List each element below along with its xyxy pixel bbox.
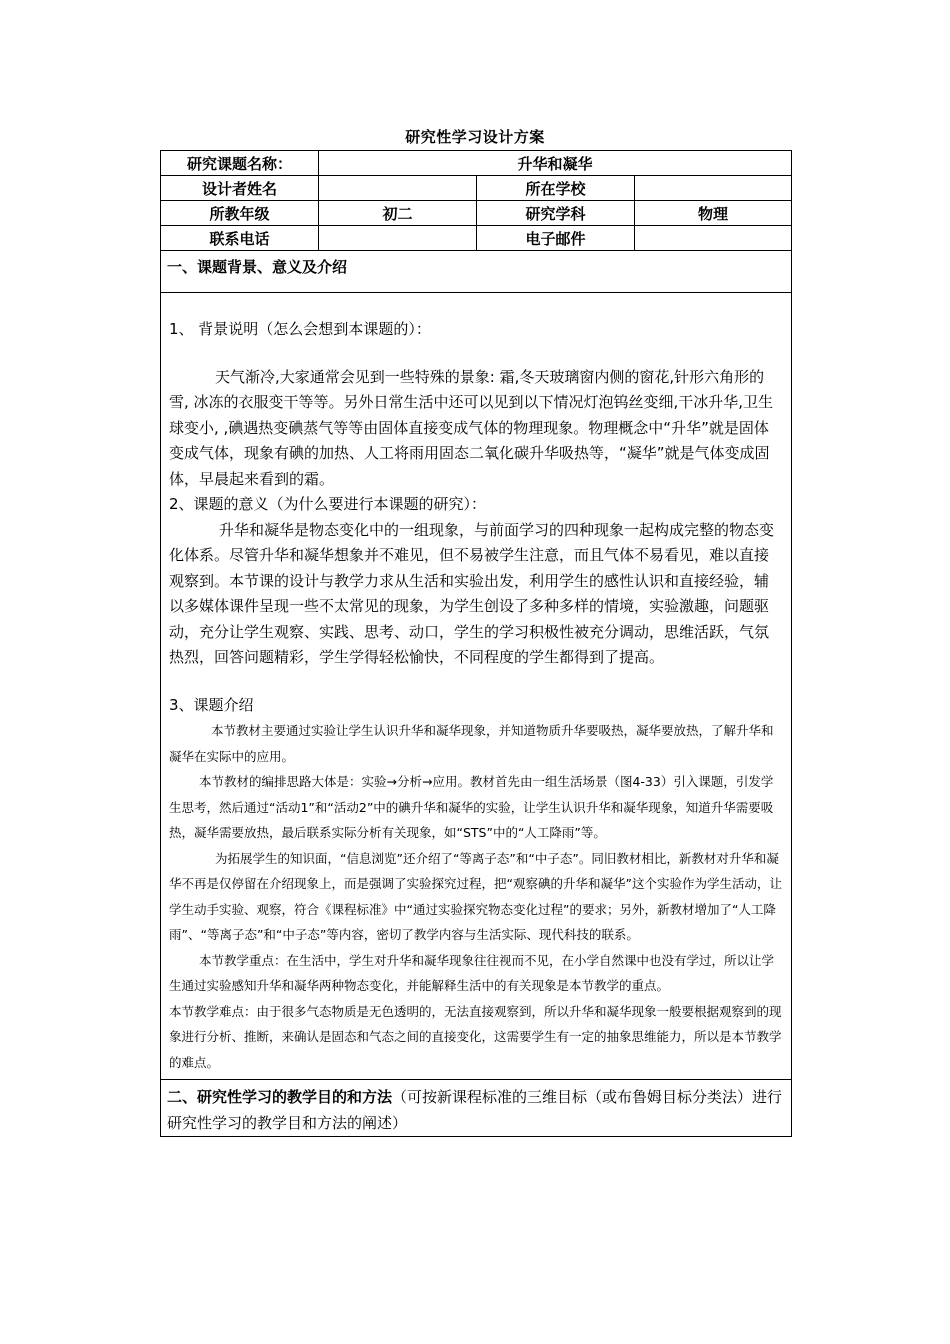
meaning-text: 升华和凝华是物态变化中的一组现象，与前面学习的四种现象一起构成完整的物态变化体系。尽管升华和凝华想象并不难见，但不易被学生注意，而且气体不易看见，难以直接观察到。本节课的设计与教学力求从生活和实验出发，利用学生的感性认识和直接经验，辅以多媒体课件呈现一些不太常见的现象，为学生创设了多种多样的情境，实验激趣，问题驱动，充分让学生观察、实践、思考、动口，学生的学习积极性被充分调动，思维活跃，气氛热烈，回答问题精彩，学生学得轻松愉快，不同程度的学生都得到了提高。 [169,520,775,666]
topic-row [161,151,792,176]
designer-label: 设计者姓名 [161,176,319,201]
section2-heading-row [161,1080,792,1137]
intro-heading: 3、课题介绍 [169,695,254,714]
section1-heading-row [161,251,792,293]
intro-paragraph-3: 为拓展学生的知识面，“信息浏览”还介绍了“等离子态”和“中子态”。同旧教材相比，新教材对升华和凝华不再是仅停留在介绍现象上，而是强调了实验探究过程，把“观察碘的升华和凝华”这个实验作为学生活动，让学生动手实验、观察，符合《课程标准》中“通过实验探究物态变化过程”的要求；另外，新教材增加了“人工降雨”、“等离子态”和“中子态”等内容，密切了教学内容与生活实际、现代科技的联系。 [169,850,782,942]
designer-row [161,176,792,201]
intro-paragraph-1: 本节教材主要通过实验让学生认识升华和凝华现象，并知道物质升华要吸热，凝华要放热，了解升华和凝华在实际中的应用。 [169,723,774,764]
phone-value[interactable] [319,226,477,251]
email-label: 电子邮件 [477,226,635,251]
intro-paragraph-4: 本节教学重点：在生活中，学生对升华和凝华现象往往视而不见，在小学自然课中也没有学过，所以让学生通过实验感知升华和凝华两种物态变化，并能解释生活中的有关现象是本节教学的重点。 [169,952,775,993]
background-heading: 1、 背景说明（怎么会想到本课题的）： [169,320,431,338]
intro-paragraph-2: 本节教材的编排思路大体是：实验→分析→应用。教材首先由一组生活场景（图4-33）引入课题，引发学生思考，然后通过“活动1”和“活动2”中的碘升华和凝华的实验，让学生认识升华和凝华现象，知道升华需要吸热，凝华需要放热，最后联系实际分析有关现象，如“STS”中的“人工降雨”等。 [169,774,774,840]
school-value[interactable] [635,176,792,201]
topic-value[interactable]: 升华和凝华 [319,151,792,176]
section2-heading-note: （可按新课程标准的三维目标（或布鲁姆目标分类法）进行研究性学习的教学目和方法的阐述） [167,1088,783,1132]
section1-body [161,293,792,1080]
section1-heading: 一、课题背景、意义及介绍 [161,251,792,293]
subject-label: 研究学科 [477,201,635,226]
section2-heading [161,1080,792,1137]
phone-label: 联系电话 [161,226,319,251]
grade-value[interactable]: 初二 [319,201,477,226]
design-form-table [160,150,792,1137]
email-value[interactable] [635,226,792,251]
intro-paragraph-5: 本节教学难点：由于很多气态物质是无色透明的，无法直接观察到，所以升华和凝华现象一般要根据观察到的现象进行分析、推断，来确认是固态和气态之间的直接变化，这需要学生有一定的抽象思维能力，所以是本节教学的难点。 [169,1003,782,1070]
grade-row [161,201,792,226]
contact-row [161,226,792,251]
designer-value[interactable] [319,176,477,201]
topic-label: 研究课题名称： [161,151,319,176]
grade-label: 所教年级 [161,201,319,226]
meaning-heading: 2、课题的意义（为什么要进行本课题的研究）： [169,495,487,513]
section1-body-row [161,293,792,1080]
school-label: 所在学校 [477,176,635,201]
document-title: 研究性学习设计方案 [405,128,545,146]
subject-value[interactable]: 物理 [635,201,792,226]
section2-heading-bold: 二、研究性学习的教学目的和方法 [167,1088,393,1106]
background-text: 天气渐冷,大家通常会见到一些特殊的景象: 霜,冬天玻璃窗内侧的窗花,针形六角形的雪, 冰冻的衣服变干等等。另外日常生活中还可以见到以下情况灯泡钨丝变细,干冰升华,卫生球变小, ,碘遇热变碘蒸气等等由固体直接变成气体的物理现象。物理概念中“升华”就是固体变成气体，现象有碘的加热、人工将雨用固态二氧化碳升华吸热等，“凝华”就是气体变成固体，早晨起来看到的霜。 [169,367,774,488]
